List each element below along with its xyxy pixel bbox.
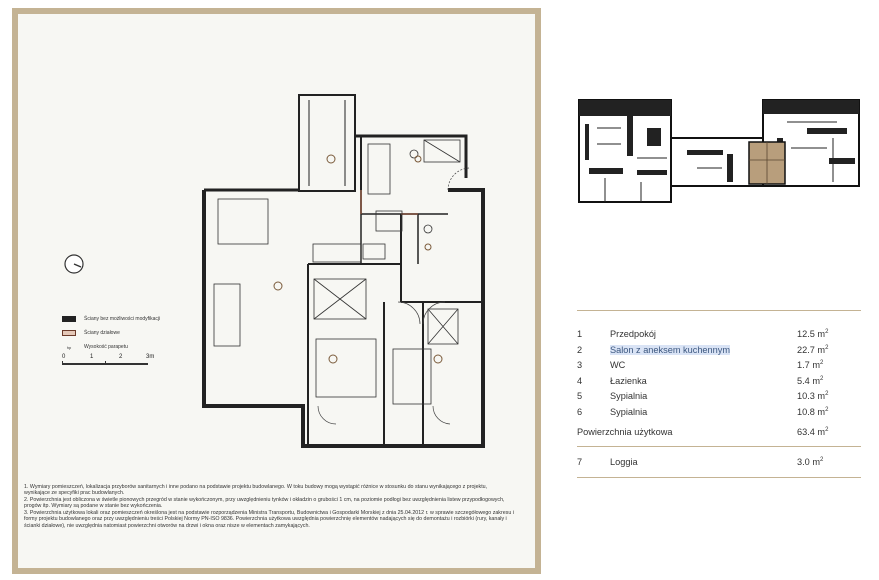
kitchen-sink: [363, 244, 385, 259]
kitchen-counter: [313, 244, 361, 262]
room-name: [610, 345, 797, 355]
room-number: 7: [577, 457, 583, 468]
bed-bedroom-6: [393, 349, 431, 404]
room-row-4[interactable]: [577, 376, 861, 392]
wc-toilet: [424, 225, 432, 233]
table-divider-end: [577, 477, 861, 478]
room-name: WC: [610, 360, 626, 371]
room-row-6[interactable]: [577, 407, 861, 423]
room-number: 2: [577, 344, 583, 355]
room-number: 1: [577, 329, 583, 340]
room-name: Sypialnia: [610, 391, 648, 402]
room-area: 10.3 $m^2$: [797, 391, 829, 402]
note-2: 2. Powierzchnia jest obliczona w świetle pionowych przegród w stanie wykończonym, przy uwzględnieniu tynków i okładzin o grubości 1 cm, na poziomie podłogi bez uwzględnienia listew przypodłogowych, progów itp. Wymiary są podane w stanie bez wykończenia.: [24, 497, 505, 510]
outer-wall-top-right: [355, 136, 466, 178]
room-name: Przedpokój: [610, 329, 656, 340]
room-number: 6: [577, 406, 583, 417]
room-number: 3: [577, 360, 583, 371]
parapet-line-icon: hp: [66, 344, 72, 350]
bed-bedroom-5: [316, 339, 376, 397]
room-row-2[interactable]: [577, 345, 861, 361]
room-row-3[interactable]: [577, 360, 861, 376]
note-1: 1. Wymiary pomieszczeń, lokalizacja przyborów sanitarnych i inne podano na podstawie projektu budowlanego. W toku budowy mogą wystąpić różnice w stosunku do stanu wynikającego z projektu, wynikające ze specyfiki prac budowlanych.: [24, 484, 488, 497]
room-number: 5: [577, 391, 583, 402]
legend-item-parapet: [62, 340, 160, 354]
room-area: 12.5 $m^2$: [797, 329, 829, 340]
notes: [24, 484, 514, 530]
north-compass-icon: [65, 255, 83, 273]
table-divider-top: [577, 310, 861, 311]
legend-item-load-bearing: [62, 312, 160, 326]
room-row-1[interactable]: [577, 329, 861, 345]
total-area-row: [577, 422, 861, 442]
room-area: 22.7 $m^2$: [797, 344, 829, 355]
selected-room-name: Salon z aneksem kuchennym: [610, 344, 731, 355]
partition-wall-swatch: [62, 330, 76, 336]
scale-tick-1: 1: [90, 354, 94, 360]
room-area: 3.0 $m^2$: [797, 457, 824, 468]
building-key-plan: [577, 98, 861, 208]
scale-line: [62, 363, 148, 365]
room-name: Sypialnia: [610, 406, 648, 417]
outer-wall: [204, 190, 483, 446]
room-name: Łazienka: [610, 375, 647, 386]
legend-label: Ściany bez możliwości modyfikacji: [84, 316, 161, 322]
legend-label: Ściany działowe: [84, 330, 120, 336]
room-area: 10.8 $m^2$: [797, 406, 829, 417]
loggia-outline: [299, 95, 355, 191]
room-row-5[interactable]: [577, 391, 861, 407]
table-divider-bottom: [577, 446, 861, 447]
scale-tick-2: 2: [119, 354, 123, 360]
sofa: [214, 284, 240, 346]
room-area: 1.7 $m^2$: [797, 360, 824, 371]
rooms-table: [577, 310, 861, 478]
scale-tick-3: 3m: [146, 354, 155, 360]
legend: [62, 312, 160, 354]
dining-table: [218, 199, 268, 244]
total-label: Powierzchnia użytkowa: [577, 427, 673, 437]
load-bearing-wall-swatch: [62, 316, 76, 322]
room-number: 4: [577, 375, 583, 386]
bathtub: [368, 144, 390, 194]
scale-tick-0: 0: [62, 354, 66, 360]
room-row-7[interactable]: [577, 457, 861, 473]
note-3: 3. Powierzchnia użytkowa lokali oraz pomieszczeń określona jest na podstawie rozporządzenia Ministra Transportu, Budownictwa i Gospodarki Morskiej z dnia 25.04.2012 r. w sprawie szczegółowego zakresu i formy projektu budowlanego oraz przy uwzględnieniu treści Polskiej Normy PN-ISO 9836. Powierzchnia użytkowa uwzględnia powierzchnię elementów nadających się do demontażu i rozbiórki (rury, kanały i ścianki działowe), nie uwzględnia natomiast powierzchni otworów na drzwi i okna oraz nisze w elementach zamykających.: [24, 510, 514, 529]
room-name: Loggia: [610, 457, 638, 468]
legend-label: Wysokość parapetu: [84, 344, 128, 350]
scale-bar: [62, 354, 162, 374]
legend-item-partition: [62, 326, 160, 340]
room-area: 5.4 $m^2$: [797, 375, 824, 386]
total-area: 63.4 $m^2$: [797, 426, 829, 438]
